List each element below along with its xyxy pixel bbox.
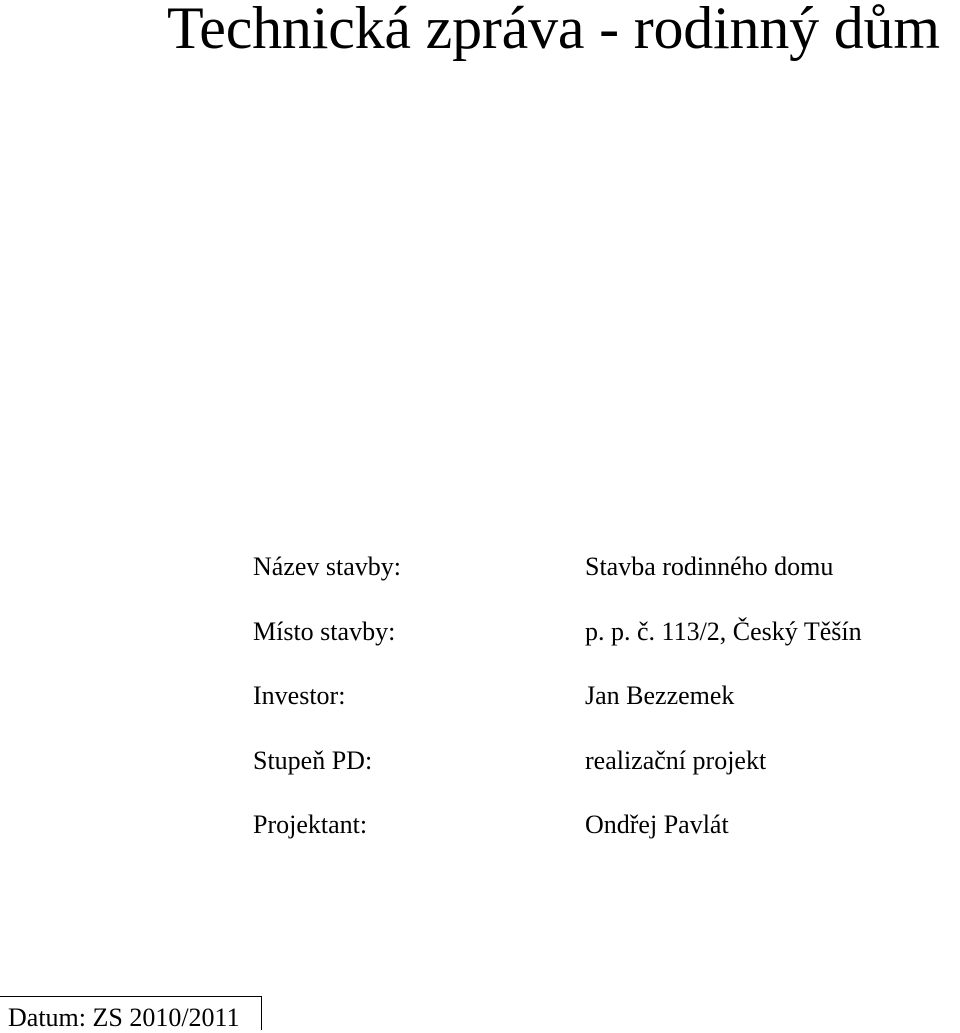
info-label: Projektant: xyxy=(253,810,368,839)
project-info-table xyxy=(253,549,933,872)
info-value: Jan Bezzemek xyxy=(585,681,735,710)
info-value: p. p. č. 113/2, Český Těšín xyxy=(585,616,862,646)
info-label: Místo stavby: xyxy=(253,616,396,646)
info-row-investor xyxy=(253,678,933,743)
info-label: Název stavby: xyxy=(253,552,402,581)
info-row-building-name xyxy=(253,549,933,614)
date-text: Datum: ZS 2010/2011 xyxy=(8,1003,240,1032)
info-value: Ondřej Pavlát xyxy=(585,810,729,839)
info-value: Stavba rodinného domu xyxy=(585,552,834,581)
info-value: realizační projekt xyxy=(585,745,767,775)
page-title: Technická zpráva - rodinný dům xyxy=(167,0,940,61)
date-box xyxy=(0,996,262,1030)
info-row-designer xyxy=(253,807,933,872)
info-row-building-location xyxy=(253,614,933,679)
info-label: Stupeň PD: xyxy=(253,745,373,775)
info-row-project-stage xyxy=(253,743,933,808)
info-label: Investor: xyxy=(253,681,346,710)
